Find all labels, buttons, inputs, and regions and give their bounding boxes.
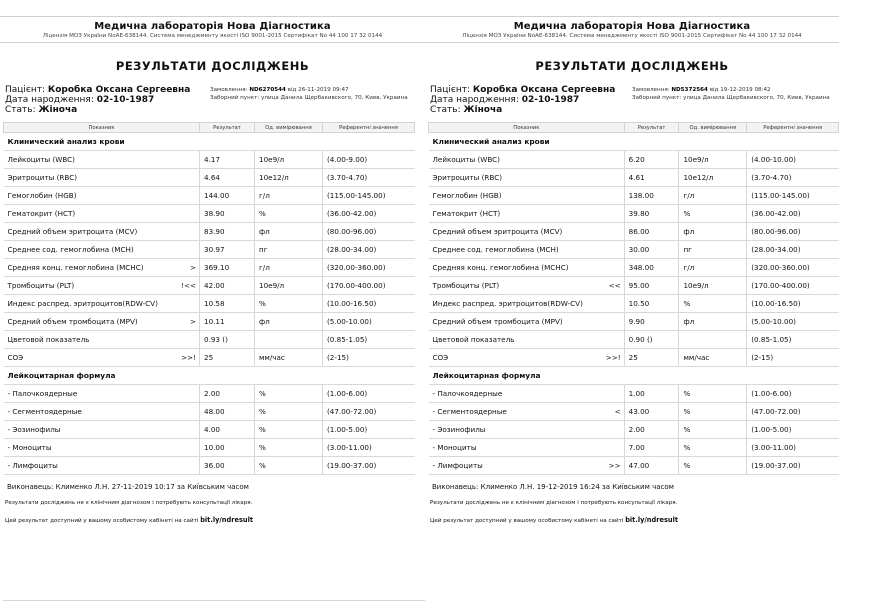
unit-cell: 10e12/л [255, 169, 323, 187]
indicator-cell [4, 349, 200, 367]
disclaimer-text: Результати досліджень не є клінічним діагнозом і потребують консультації лікаря. [5, 500, 253, 506]
column-header-indicator: Показник [4, 123, 200, 133]
indicator-name: Гематокрит (HCT) [7, 209, 76, 218]
indicator-name: СОЭ [432, 353, 449, 362]
results-table [428, 122, 839, 475]
unit-cell: мм/час [255, 349, 323, 367]
result-cell: 0.90 () [624, 331, 679, 349]
indicator-name: - Эозинофилы [432, 425, 486, 434]
reference-cell: (36.00-42.00) [747, 205, 839, 223]
top-margin [425, 0, 839, 16]
indicator-name: Лейкоциты (WBC) [432, 155, 500, 164]
indicator-name: Средний объем тромбоцита (MPV) [7, 317, 138, 326]
online-access-note [425, 516, 839, 524]
result-cell: 42.00 [200, 277, 255, 295]
executor-line: Виконавець: Клименко Л.Н. 27-11-2019 10:17 за Київським часом [7, 483, 249, 491]
indicator-cell [429, 151, 625, 169]
executor-line: Виконавець: Клименко Л.Н. 19-12-2019 16:24 за Київським часом [432, 483, 674, 491]
patient-sex-line [5, 105, 210, 115]
result-cell: 47.00 [624, 457, 679, 475]
result-cell: 369.10 [200, 259, 255, 277]
column-header-indicator: Показник [429, 123, 625, 133]
lab-header [0, 17, 425, 42]
online-access-text: Цей результат доступний у вашому особистому кабінеті на сайті [430, 518, 626, 524]
indicator-cell [4, 277, 200, 295]
reference-cell: (320.00-360.00) [323, 259, 415, 277]
unit-cell: % [255, 403, 323, 421]
unit-cell: % [255, 439, 323, 457]
table-row [4, 421, 415, 439]
indicator-cell [4, 457, 200, 475]
unit-cell: 10e9/л [255, 277, 323, 295]
indicator-cell [429, 259, 625, 277]
patient-info-block [425, 85, 839, 115]
patient-info-block [0, 85, 425, 115]
result-cell: 2.00 [200, 385, 255, 403]
indicator-cell [429, 241, 625, 259]
table-row [429, 439, 839, 457]
unit-cell: г/л [255, 259, 323, 277]
table-row [429, 205, 839, 223]
indicator-cell [429, 169, 625, 187]
results-table [3, 122, 415, 475]
table-row [429, 385, 839, 403]
result-cell: 6.20 [624, 151, 679, 169]
result-cell: 348.00 [624, 259, 679, 277]
indicator-cell [4, 439, 200, 457]
unit-cell: пг [255, 241, 323, 259]
indicator-cell [4, 259, 200, 277]
license-text: Ліцензія МОЗ України NoAE-638144. Система менеджменту якості ISO 9001-2015 Сертифікат No 44 100 17 32 0144 [42, 33, 383, 39]
table-row [4, 259, 415, 277]
result-cell: 4.64 [200, 169, 255, 187]
reference-cell: (28.00-34.00) [323, 241, 415, 259]
result-cell: 25 [624, 349, 679, 367]
reference-cell: (4.00-9.00) [323, 151, 415, 169]
indicator-cell [4, 241, 200, 259]
indicator-cell [429, 313, 625, 331]
indicator-name: Индекс распред. эритроцитов(RDW-CV) [7, 299, 158, 308]
report-title: РЕЗУЛЬТАТИ ДОСЛІДЖЕНЬ [535, 59, 729, 73]
reference-cell: (115.00-145.00) [323, 187, 415, 205]
section-title: Клинический анализ крови [429, 133, 839, 151]
reference-cell: (3.00-11.00) [323, 439, 415, 457]
column-header-result: Результат [624, 123, 679, 133]
table-row [429, 259, 839, 277]
section-header-row [4, 367, 415, 385]
indicator-name: Лейкоциты (WBC) [7, 155, 75, 164]
reference-cell: (5.00-10.00) [747, 313, 839, 331]
abnormal-flag: >> [608, 461, 621, 470]
table-row [429, 223, 839, 241]
table-row [4, 187, 415, 205]
result-cell: 138.00 [624, 187, 679, 205]
result-cell: 36.00 [200, 457, 255, 475]
indicator-name: Тромбоциты (PLT) [432, 281, 500, 290]
indicator-name: Среднее сод. гемоглобина (MCH) [432, 245, 559, 254]
indicator-name: - Эозинофилы [7, 425, 61, 434]
indicator-name: Средний объем тромбоцита (MPV) [432, 317, 563, 326]
reference-cell: (1.00-5.00) [323, 421, 415, 439]
patient-sex-line [430, 105, 632, 115]
order-label: Замовлення: [632, 87, 672, 93]
table-row [4, 277, 415, 295]
patient-details [430, 85, 632, 115]
result-cell: 25 [200, 349, 255, 367]
reference-cell: (36.00-42.00) [323, 205, 415, 223]
reference-cell: (1.00-6.00) [323, 385, 415, 403]
section-title: Клинический анализ крови [4, 133, 415, 151]
indicator-cell [429, 385, 625, 403]
patient-name: Коробка Оксана Сергеевна [472, 85, 616, 95]
top-margin [0, 0, 425, 16]
unit-cell: % [679, 295, 747, 313]
indicator-name: - Палочкоядерные [432, 389, 503, 398]
reference-cell: (170.00-400.00) [323, 277, 415, 295]
lab-name: Медична лабораторія Нова Діагностика [94, 21, 331, 32]
indicator-cell [4, 403, 200, 421]
unit-cell: 10e9/л [679, 151, 747, 169]
reference-cell: (320.00-360.00) [747, 259, 839, 277]
reference-cell: (4.00-10.00) [747, 151, 839, 169]
indicator-name: - Лимфоциты [7, 461, 58, 470]
reference-cell: (28.00-34.00) [747, 241, 839, 259]
table-row [4, 205, 415, 223]
table-row [429, 403, 839, 421]
patient-dob: 02-10-1987 [96, 95, 155, 105]
indicator-cell [4, 421, 200, 439]
table-row [4, 223, 415, 241]
indicator-cell [429, 439, 625, 457]
indicator-name: Эритроциты (RBC) [432, 173, 503, 182]
reference-cell: (0.85-1.05) [323, 331, 415, 349]
result-cell: 10.11 [200, 313, 255, 331]
unit-cell: % [679, 457, 747, 475]
result-link[interactable]: bit.ly/ndresult [625, 516, 678, 524]
section-header-row [429, 133, 839, 151]
indicator-name: Средний объем эритроцита (MCV) [7, 227, 138, 236]
result-cell: 39.80 [624, 205, 679, 223]
column-header-result: Результат [200, 123, 255, 133]
unit-cell: % [255, 385, 323, 403]
indicator-cell [429, 331, 625, 349]
result-cell: 43.00 [624, 403, 679, 421]
indicator-name: - Моноциты [432, 443, 477, 452]
order-label: Замовлення: [210, 87, 250, 93]
indicator-cell [4, 385, 200, 403]
unit-cell [679, 331, 747, 349]
table-row [4, 457, 415, 475]
abnormal-flag: > [189, 317, 196, 326]
result-cell: 4.00 [200, 421, 255, 439]
indicator-name: Тромбоциты (PLT) [7, 281, 75, 290]
unit-cell: 10e9/л [255, 151, 323, 169]
header-divider-bottom [0, 42, 425, 43]
abnormal-flag: >>! [605, 353, 621, 362]
result-cell: 86.00 [624, 223, 679, 241]
reference-cell: (1.00-5.00) [747, 421, 839, 439]
indicator-name: Цветовой показатель [432, 335, 515, 344]
reference-cell: (47.00-72.00) [323, 403, 415, 421]
column-header-reference: Референтні значення [747, 123, 839, 133]
indicator-cell [429, 421, 625, 439]
online-access-note [0, 516, 425, 524]
order-line [632, 86, 839, 94]
patient-name-label: Пацієнт: [430, 85, 473, 95]
collection-point: Заборний пункт: улица Данила Щербакивского, 70, Киев, Украина [210, 95, 408, 101]
reference-cell: (1.00-6.00) [747, 385, 839, 403]
indicator-cell [4, 313, 200, 331]
indicator-name: - Сегментоядерные [432, 407, 507, 416]
table-header-row [429, 123, 839, 133]
indicator-cell [4, 205, 200, 223]
unit-cell: % [679, 403, 747, 421]
indicator-name: Средний объем эритроцита (MCV) [432, 227, 563, 236]
patient-dob-label: Дата народження: [5, 95, 97, 105]
patient-name-line [430, 85, 632, 95]
table-row [429, 169, 839, 187]
indicator-name: СОЭ [7, 353, 24, 362]
table-row [429, 187, 839, 205]
indicator-name: - Моноциты [7, 443, 52, 452]
table-row [4, 439, 415, 457]
table-row [429, 331, 839, 349]
lab-name: Медична лабораторія Нова Діагностика [513, 21, 751, 32]
abnormal-flag: !<< [181, 281, 196, 290]
indicator-cell [429, 457, 625, 475]
result-cell: 2.00 [624, 421, 679, 439]
table-row [429, 277, 839, 295]
reference-cell: (80.00-96.00) [747, 223, 839, 241]
abnormal-flag: > [189, 263, 196, 272]
lab-header [425, 17, 839, 42]
patient-details [5, 85, 210, 115]
section-header-row [4, 133, 415, 151]
result-cell: 10.58 [200, 295, 255, 313]
reference-cell: (115.00-145.00) [747, 187, 839, 205]
result-cell: 38.90 [200, 205, 255, 223]
lab-report-page-right [425, 0, 839, 524]
patient-name: Коробка Оксана Сергеевна [47, 85, 191, 95]
indicator-name: Средняя конц. гемоглобина (MCHC) [7, 263, 144, 272]
table-row [4, 295, 415, 313]
table-row [4, 151, 415, 169]
unit-cell: % [679, 385, 747, 403]
table-header-row [4, 123, 415, 133]
indicator-cell [429, 205, 625, 223]
bottom-divider [3, 600, 425, 601]
order-number: ND5372564 [671, 87, 708, 93]
reference-cell: (3.00-11.00) [747, 439, 839, 457]
table-row [4, 241, 415, 259]
section-title: Лейкоцитарная формула [429, 367, 839, 385]
unit-cell: г/л [679, 259, 747, 277]
unit-cell: % [679, 439, 747, 457]
indicator-name: Гемоглобин (HGB) [7, 191, 77, 200]
patient-sex-label: Стать: [430, 105, 464, 115]
section-header-row [429, 367, 839, 385]
column-header-unit: Од. вимірювання [255, 123, 323, 133]
indicator-cell [429, 277, 625, 295]
table-row [4, 385, 415, 403]
table-row [4, 349, 415, 367]
unit-cell: г/л [255, 187, 323, 205]
table-row [429, 313, 839, 331]
result-cell: 10.00 [200, 439, 255, 457]
indicator-name: Эритроциты (RBC) [7, 173, 78, 182]
unit-cell: 10e12/л [679, 169, 747, 187]
indicator-cell [4, 187, 200, 205]
column-header-unit: Од. вимірювання [679, 123, 747, 133]
license-text: Ліцензія МОЗ України NoAE-638144. Система менеджменту якості ISO 9001-2015 Сертифікат No 44 100 17 32 0144 [462, 33, 802, 39]
indicator-name: Цветовой показатель [7, 335, 90, 344]
order-date: від 19-12-2019 08:42 [707, 87, 771, 93]
reference-cell: (5.00-10.00) [323, 313, 415, 331]
unit-cell: г/л [679, 187, 747, 205]
patient-name-line [5, 85, 210, 95]
table-row [4, 169, 415, 187]
unit-cell: % [255, 295, 323, 313]
table-row [429, 151, 839, 169]
result-cell: 30.00 [624, 241, 679, 259]
patient-sex: Жіноча [38, 105, 78, 115]
indicator-name: Индекс распред. эритроцитов(RDW-CV) [432, 299, 583, 308]
result-cell: 0.93 () [200, 331, 255, 349]
reference-cell: (47.00-72.00) [747, 403, 839, 421]
order-line [210, 86, 420, 94]
table-row [4, 331, 415, 349]
unit-cell [255, 331, 323, 349]
result-cell: 10.50 [624, 295, 679, 313]
result-cell: 48.00 [200, 403, 255, 421]
indicator-name: Гематокрит (HCT) [432, 209, 501, 218]
unit-cell: пг [679, 241, 747, 259]
indicator-cell [429, 403, 625, 421]
unit-cell: фл [255, 313, 323, 331]
result-cell: 95.00 [624, 277, 679, 295]
reference-cell: (10.00-16.50) [323, 295, 415, 313]
indicator-cell [429, 349, 625, 367]
reference-cell: (3.70-4.70) [747, 169, 839, 187]
reference-cell: (10.00-16.50) [747, 295, 839, 313]
abnormal-flag: >>! [181, 353, 196, 362]
unit-cell: фл [679, 313, 747, 331]
indicator-cell [4, 223, 200, 241]
indicator-name: Средняя конц. гемоглобина (MCHC) [432, 263, 569, 272]
order-number: ND6270544 [249, 87, 286, 93]
unit-cell: % [255, 457, 323, 475]
result-cell: 144.00 [200, 187, 255, 205]
table-row [429, 295, 839, 313]
result-cell: 83.90 [200, 223, 255, 241]
order-date: від 26-11-2019 09:47 [285, 87, 349, 93]
reference-cell: (80.00-96.00) [323, 223, 415, 241]
unit-cell: % [255, 205, 323, 223]
patient-dob-label: Дата народження: [430, 95, 522, 105]
unit-cell: фл [679, 223, 747, 241]
indicator-cell [4, 169, 200, 187]
unit-cell: 10e9/л [679, 277, 747, 295]
patient-sex-label: Стать: [5, 105, 39, 115]
abnormal-flag: << [608, 281, 621, 290]
disclaimer-text: Результати досліджень не є клінічним діагнозом і потребують консультації лікаря. [430, 500, 678, 506]
section-title: Лейкоцитарная формула [4, 367, 415, 385]
indicator-cell [4, 331, 200, 349]
table-row [4, 313, 415, 331]
lab-report-page-left [0, 0, 425, 524]
unit-cell: мм/час [679, 349, 747, 367]
order-details [210, 85, 420, 115]
reference-cell: (0.85-1.05) [747, 331, 839, 349]
indicator-name: Среднее сод. гемоглобина (MCH) [7, 245, 134, 254]
unit-cell: % [679, 421, 747, 439]
abnormal-flag: < [614, 407, 621, 416]
unit-cell: % [679, 205, 747, 223]
unit-cell: фл [255, 223, 323, 241]
reference-cell: (19.00-37.00) [323, 457, 415, 475]
indicator-name: - Сегментоядерные [7, 407, 82, 416]
indicator-cell [429, 187, 625, 205]
patient-dob-line [430, 95, 632, 105]
report-title: РЕЗУЛЬТАТИ ДОСЛІДЖЕНЬ [115, 59, 310, 73]
table-row [4, 403, 415, 421]
result-cell: 9.90 [624, 313, 679, 331]
patient-dob: 02-10-1987 [521, 95, 580, 105]
collection-point: Заборний пункт: улица Данила Щербакивского, 70, Киев, Украина [632, 95, 830, 101]
indicator-cell [4, 295, 200, 313]
result-cell: 7.00 [624, 439, 679, 457]
patient-dob-line [5, 95, 210, 105]
table-row [429, 421, 839, 439]
reference-cell: (2-15) [747, 349, 839, 367]
unit-cell: % [255, 421, 323, 439]
header-divider-bottom [425, 42, 839, 43]
result-link[interactable]: bit.ly/ndresult [200, 516, 253, 524]
indicator-name: - Лимфоциты [432, 461, 483, 470]
indicator-cell [4, 151, 200, 169]
patient-name-label: Пацієнт: [5, 85, 48, 95]
result-cell: 4.17 [200, 151, 255, 169]
table-row [429, 457, 839, 475]
table-row [429, 349, 839, 367]
reference-cell: (19.00-37.00) [747, 457, 839, 475]
reference-cell: (3.70-4.70) [323, 169, 415, 187]
result-cell: 30.97 [200, 241, 255, 259]
indicator-cell [429, 295, 625, 313]
order-details [632, 85, 839, 115]
result-cell: 4.61 [624, 169, 679, 187]
column-header-reference: Референтні значення [323, 123, 415, 133]
reference-cell: (170.00-400.00) [747, 277, 839, 295]
indicator-name: - Палочкоядерные [7, 389, 78, 398]
table-row [429, 241, 839, 259]
patient-sex: Жіноча [463, 105, 503, 115]
indicator-name: Гемоглобин (HGB) [432, 191, 502, 200]
indicator-cell [429, 223, 625, 241]
reference-cell: (2-15) [323, 349, 415, 367]
result-cell: 1.00 [624, 385, 679, 403]
online-access-text: Цей результат доступний у вашому особистому кабінеті на сайті [5, 518, 201, 524]
